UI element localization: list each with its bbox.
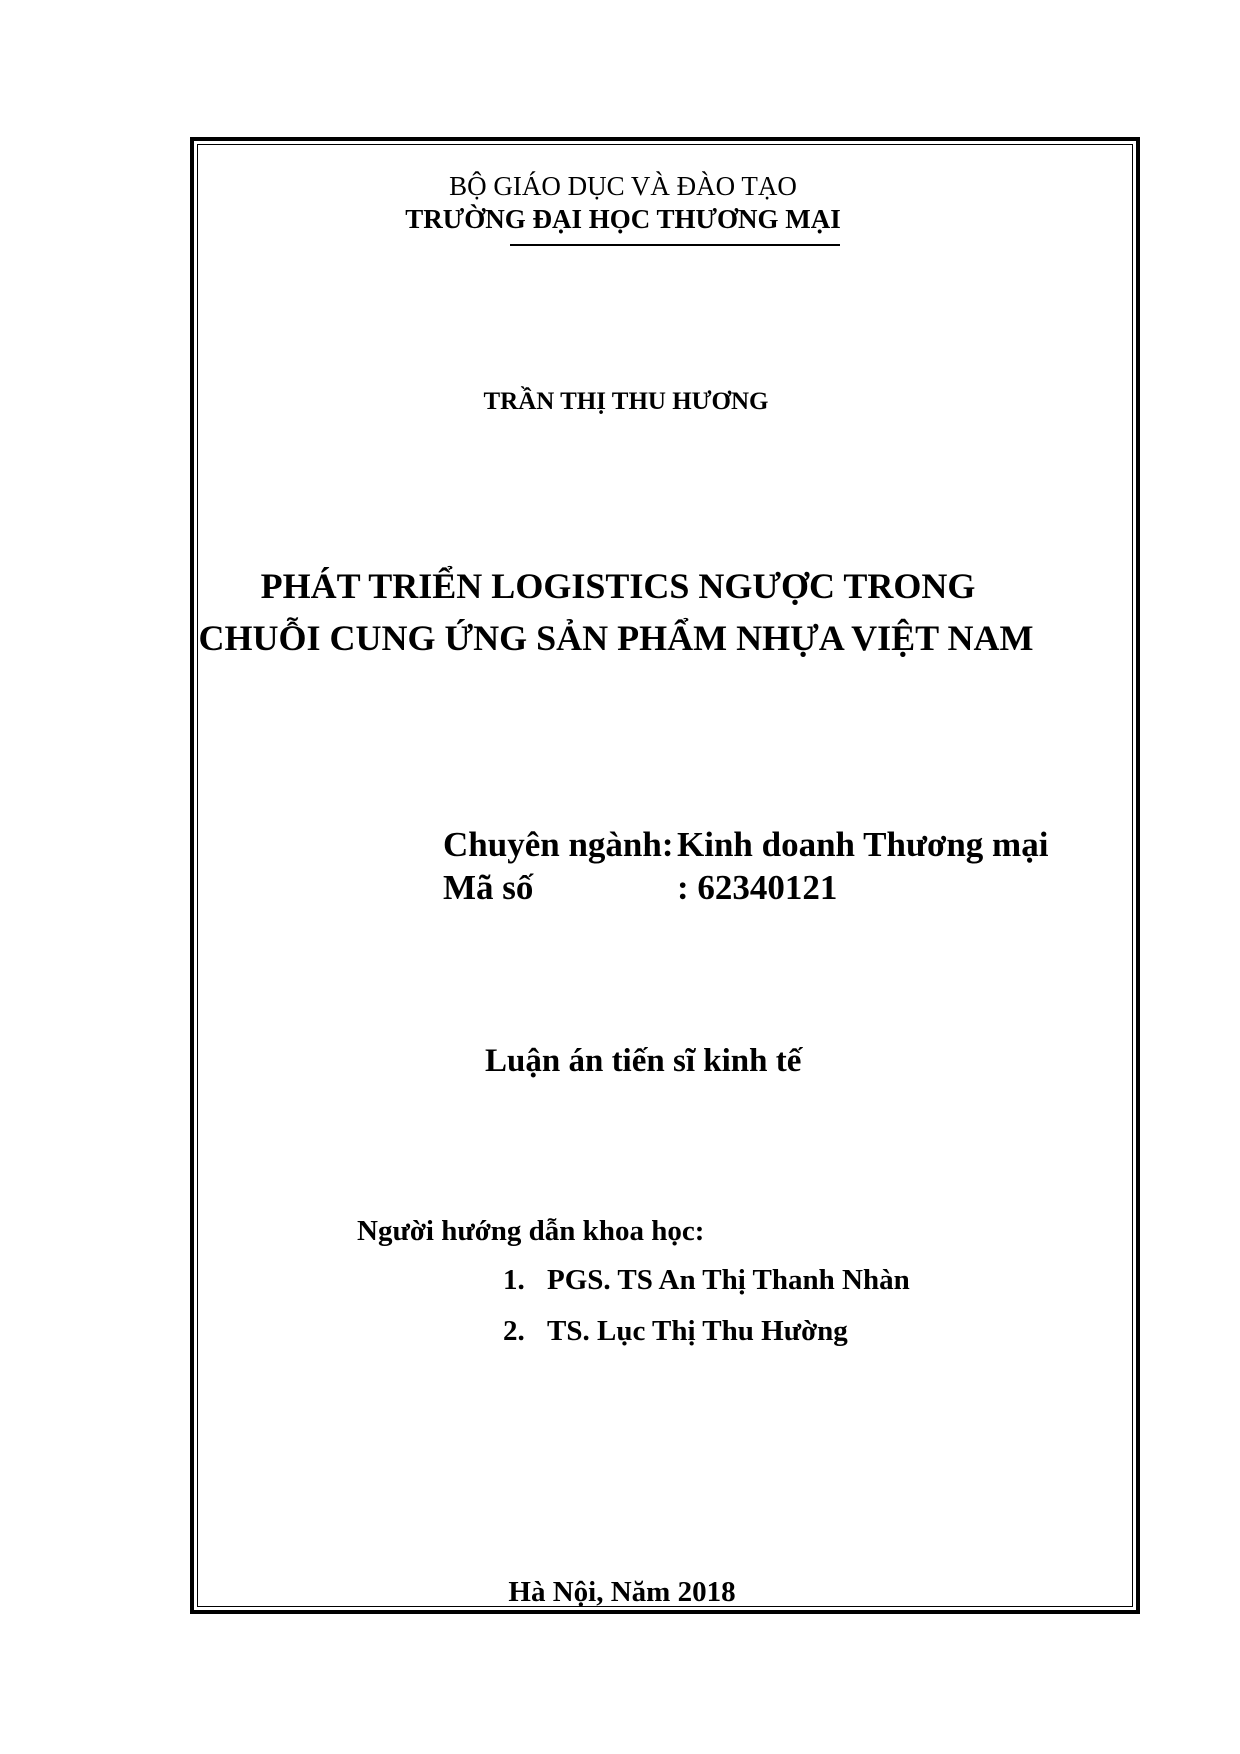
code-value: : 62340121 bbox=[677, 868, 838, 907]
thesis-title-line-1: PHÁT TRIỂN LOGISTICS NGƯỢC TRONG bbox=[260, 566, 976, 606]
advisor-name: TS. Lục Thị Thu Hường bbox=[547, 1315, 848, 1347]
advisor-name: PGS. TS An Thị Thanh Nhàn bbox=[547, 1264, 910, 1296]
major-value: Kinh doanh Thương mại bbox=[677, 825, 1049, 864]
advisor-number: 1. bbox=[503, 1264, 525, 1296]
major-row bbox=[443, 825, 1048, 865]
code-label: Mã số bbox=[443, 868, 534, 907]
advisor-number: 2. bbox=[503, 1315, 525, 1347]
author-name: TRẦN THỊ THU HƯƠNG bbox=[483, 388, 769, 415]
advisor-item bbox=[503, 1315, 848, 1348]
code-row bbox=[443, 868, 837, 908]
advisor-item bbox=[503, 1264, 910, 1297]
university-name: TRƯỜNG ĐẠI HỌC THƯƠNG MẠI bbox=[405, 204, 841, 234]
header-underline bbox=[510, 244, 840, 246]
advisors-heading: Người hướng dẫn khoa học: bbox=[357, 1215, 705, 1247]
thesis-title-line-2: CHUỖI CUNG ỨNG SẢN PHẨM NHỰA VIỆT NAM bbox=[198, 618, 1034, 658]
ministry-name: BỘ GIÁO DỤC VÀ ĐÀO TẠO bbox=[449, 171, 797, 201]
major-label: Chuyên ngành: bbox=[443, 825, 674, 864]
place-and-year: Hà Nội, Năm 2018 bbox=[508, 1576, 736, 1608]
degree-type: Luận án tiến sĩ kinh tế bbox=[485, 1043, 802, 1079]
